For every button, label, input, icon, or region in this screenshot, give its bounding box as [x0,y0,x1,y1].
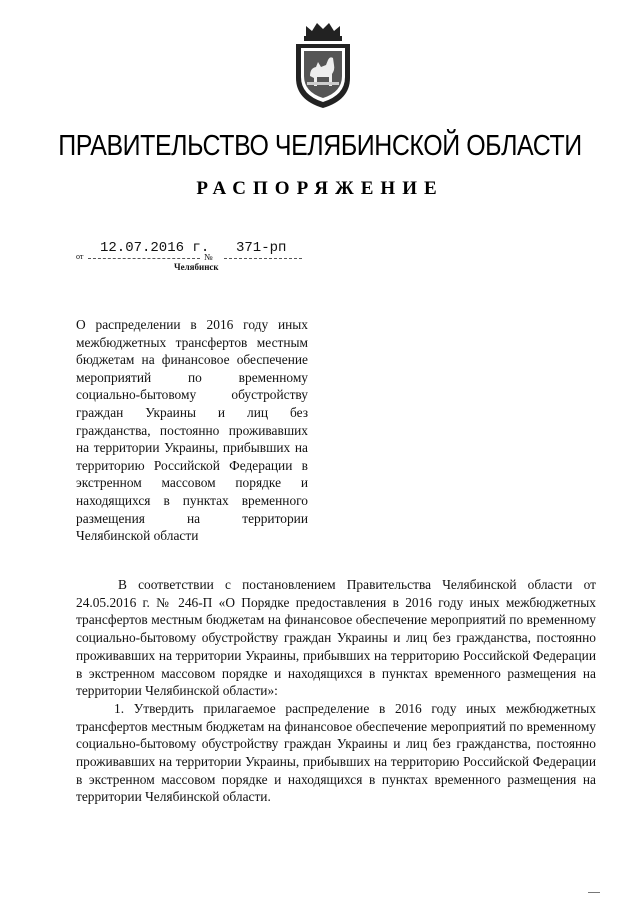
government-title: ПРАВИТЕЛЬСТВО ЧЕЛЯБИНСКОЙ ОБЛАСТИ [58,130,582,162]
preamble-paragraph: В соответствии с постановлением Правительства Челябинской области от 24.05.2016 г. № 246-П «О Порядке предоставления в 2016 году иных межбюджетных трансфертов местным бюджетам на финансовое обеспечение мероприятий по временному социально-бытовому обустройству граждан Украины и лиц без гражданства, постоянно проживавших на территории Украины, прибывших на территорию Российской Федерации в экстренном массовом порядке и находящихся в пунктах временного размещения на территории Челябинской области»: [76,577,596,699]
document-number: 371-рп [236,240,287,256]
number-label: № [204,252,213,262]
number-underline [224,258,302,259]
document-date: 12.07.2016 г. [100,240,210,256]
city-label: Челябинск [174,262,219,272]
coat-of-arms-icon [292,20,354,110]
item-1-paragraph: 1. Утвердить прилагаемое распределение в 2016 году иных межбюджетных трансфертов местным бюджетам на финансовое обеспечение мероприятий по временному социально-бытовому обустройству граждан Украины и лиц без гражданства, постоянно проживавших на территории Украины, прибывших на территорию Российской Федерации в экстренном массовом порядке и находящихся в пунктах временного размещения на территории Челябинской области. [76,700,596,805]
document-body [76,576,596,806]
date-underline [88,258,200,259]
from-label: от [76,252,84,261]
scan-mark [588,892,600,893]
document-meta [76,236,306,272]
document-type: РАСПОРЯЖЕНИЕ [196,178,444,199]
document-subject: О распределении в 2016 году иных межбюджетных трансфертов местным бюджетам на финансовое обеспечение мероприятий по временному социально-бытовому обустройству граждан Украины и лиц без гражданства, постоянно проживавших на территории Украины, прибывших на территорию Российской Федерации в экстренном массовом порядке и находящихся в пунктах временного размещения на территории Челябинской области [76,317,308,544]
